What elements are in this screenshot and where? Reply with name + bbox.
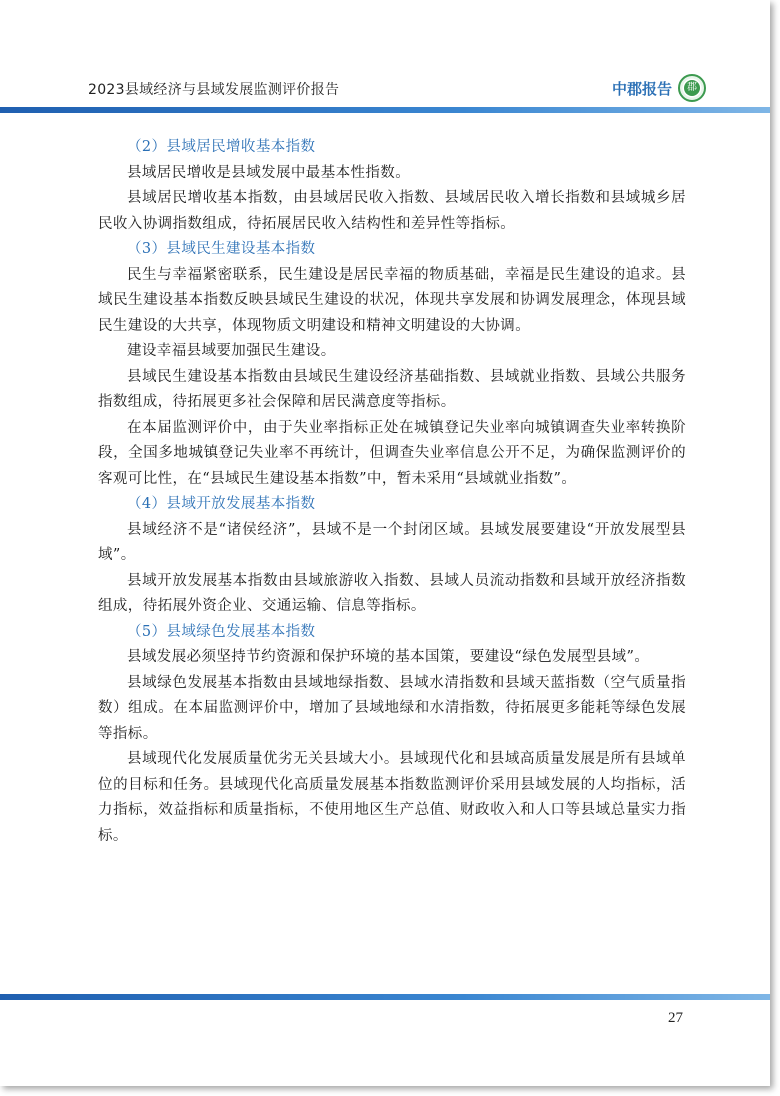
body-content [98, 135, 686, 849]
section-heading: （5）县域绿色发展基本指数 [127, 623, 316, 640]
section-heading: （2）县域居民增收基本指数 [127, 139, 316, 155]
paragraph: 在本届监测评价中，由于失业率指标正处在城镇登记失业率向城镇调查失业率转换阶段，全国多地城镇登记失业率不再统计，但调查失业率信息公开不足，为确保监测评价的客观可比性，在“县域民生建设基本指数”中，暂未采用“县域就业指数”。 [98, 419, 686, 487]
paragraph: 县域民生建设基本指数由县域民生建设经济基础指数、县域就业指数、县域公共服务指数组成，待拓展更多社会保障和居民满意度等指标。 [98, 368, 686, 410]
section-heading: （3）县域民生建设基本指数 [127, 241, 316, 257]
brand-name: 中郡报告 [612, 79, 673, 98]
paragraph: 民生与幸福紧密联系，民生建设是居民幸福的物质基础，幸福是民生建设的追求。县域民生建设基本指数反映县域民生建设的状况，体现共享发展和协调发展理念，体现县域民生建设的大共享，体现物质文明建设和精神文明建设的大协调。 [98, 266, 686, 334]
footer-divider [0, 994, 770, 1000]
paragraph: 县域经济不是“诸侯经济”，县域不是一个封闭区域。县域发展要建设“开放发展型县域”。 [98, 521, 686, 563]
section-heading: （4）县域开放发展基本指数 [127, 496, 316, 512]
header-divider [0, 107, 770, 113]
brand [612, 74, 706, 102]
paragraph: 建设幸福县域要加强民生建设。 [127, 343, 336, 359]
paragraph: 县域居民增收基本指数，由县域居民收入指数、县域居民收入增长指数和县域城乡居民收入协调指数组成，待拓展居民收入结构性和差异性等指标。 [98, 190, 686, 232]
paragraph: 县域开放发展基本指数由县域旅游收入指数、县域人员流动指数和县域开放经济指数组成，待拓展外资企业、交通运输、信息等指标。 [98, 572, 686, 614]
paragraph: 县域居民增收是县域发展中最基本性指数。 [127, 164, 411, 181]
brand-logo-glyph: 郡 [684, 80, 700, 96]
page-number: 27 [668, 1010, 683, 1026]
paragraph: 县域绿色发展基本指数由县域地绿指数、县域水清指数和县域天蓝指数（空气质量指数）组成。在本届监测评价中，增加了县域地绿和水清指数，待拓展更多能耗等绿色发展等指标。 [98, 674, 686, 742]
report-title: 2023县域经济与县域发展监测评价报告 [88, 82, 340, 98]
brand-logo-icon [678, 74, 706, 102]
paragraph: 县域现代化发展质量优劣无关县域大小。县域现代化和县域高质量发展是所有县域单位的目标和任务。县域现代化高质量发展基本指数监测评价采用县域发展的人均指标，活力指标，效益指标和质量指标，不使用地区生产总值、财政收入和人口等县域总量实力指标。 [98, 751, 686, 844]
paragraph: 县域发展必须坚持节约资源和保护环境的基本国策，要建设“绿色发展型县域”。 [127, 649, 650, 665]
